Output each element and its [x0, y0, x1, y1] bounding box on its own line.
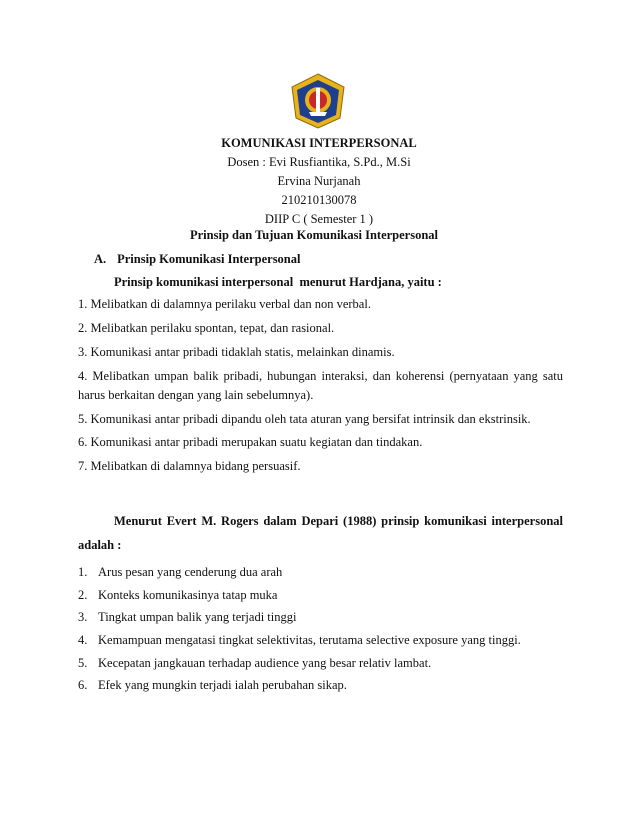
- document-title: KOMUNIKASI INTERPERSONAL: [221, 136, 417, 150]
- list-item: 6. Komunikasi antar pribadi merupakan suatu kegiatan dan tindakan.: [78, 435, 423, 449]
- list-item-continuation: harus berkaitan dengan yang lain sebelumnya).: [78, 388, 314, 402]
- list-number: 3.: [78, 610, 88, 624]
- list-text: Konteks komunikasinya tatap muka: [98, 588, 278, 602]
- list-item: 4. Melibatkan umpan balik pribadi, hubungan interaksi, dan koherensi (pernyataan yang satu: [78, 369, 563, 383]
- student-name: Ervina Nurjanah: [277, 174, 361, 188]
- section-title: Prinsip dan Tujuan Komunikasi Interpersonal: [190, 228, 438, 242]
- student-id: 210210130078: [281, 193, 357, 207]
- list-text: Tingkat umpan balik yang terjadi tinggi: [98, 610, 297, 624]
- list-text: Kecepatan jangkauan terhadap audience yang besar relativ lambat.: [98, 656, 432, 670]
- list-text: Kemampuan mengatasi tingkat selektivitas, terutama selective exposure yang tinggi.: [98, 633, 521, 647]
- list-number: 5.: [78, 656, 88, 670]
- list-number: 1.: [78, 565, 88, 579]
- list-item: [78, 565, 578, 580]
- list-item: 7. Melibatkan di dalamnya bidang persuasif.: [78, 459, 301, 473]
- list-number: 6.: [78, 678, 88, 692]
- subsection-label: A.: [94, 252, 107, 266]
- subsection-heading: [94, 252, 301, 267]
- hardjana-heading: Prinsip komunikasi interpersonal menurut Hardjana, yaitu :: [114, 275, 442, 289]
- subsection-text: Prinsip Komunikasi Interpersonal: [117, 252, 301, 266]
- list-item: 5. Komunikasi antar pribadi dipandu oleh tata aturan yang bersifat intrinsik dan ekstrinsik.: [78, 412, 531, 426]
- rogers-intro-continuation: adalah :: [78, 538, 122, 552]
- list-item: [78, 656, 578, 671]
- list-text: Efek yang mungkin terjadi ialah perubahan sikap.: [98, 678, 347, 692]
- list-item: [78, 678, 578, 693]
- list-item: [78, 610, 578, 625]
- university-logo-icon: [287, 72, 349, 130]
- list-item: 3. Komunikasi antar pribadi tidaklah statis, melainkan dinamis.: [78, 345, 395, 359]
- list-item: 2. Melibatkan perilaku spontan, tepat, dan rasional.: [78, 321, 335, 335]
- rogers-intro: Menurut Evert M. Rogers dalam Depari (1988) prinsip komunikasi interpersonal: [114, 514, 563, 528]
- list-item: [78, 588, 578, 603]
- list-text: Arus pesan yang cenderung dua arah: [98, 565, 283, 579]
- list-number: 2.: [78, 588, 88, 602]
- class-info: DIIP C ( Semester 1 ): [264, 212, 374, 226]
- list-item: [78, 633, 578, 648]
- list-item: 1. Melibatkan di dalamnya perilaku verbal dan non verbal.: [78, 297, 371, 311]
- list-number: 4.: [78, 633, 88, 647]
- lecturer-line: Dosen : Evi Rusfiantika, S.Pd., M.Si: [227, 155, 411, 169]
